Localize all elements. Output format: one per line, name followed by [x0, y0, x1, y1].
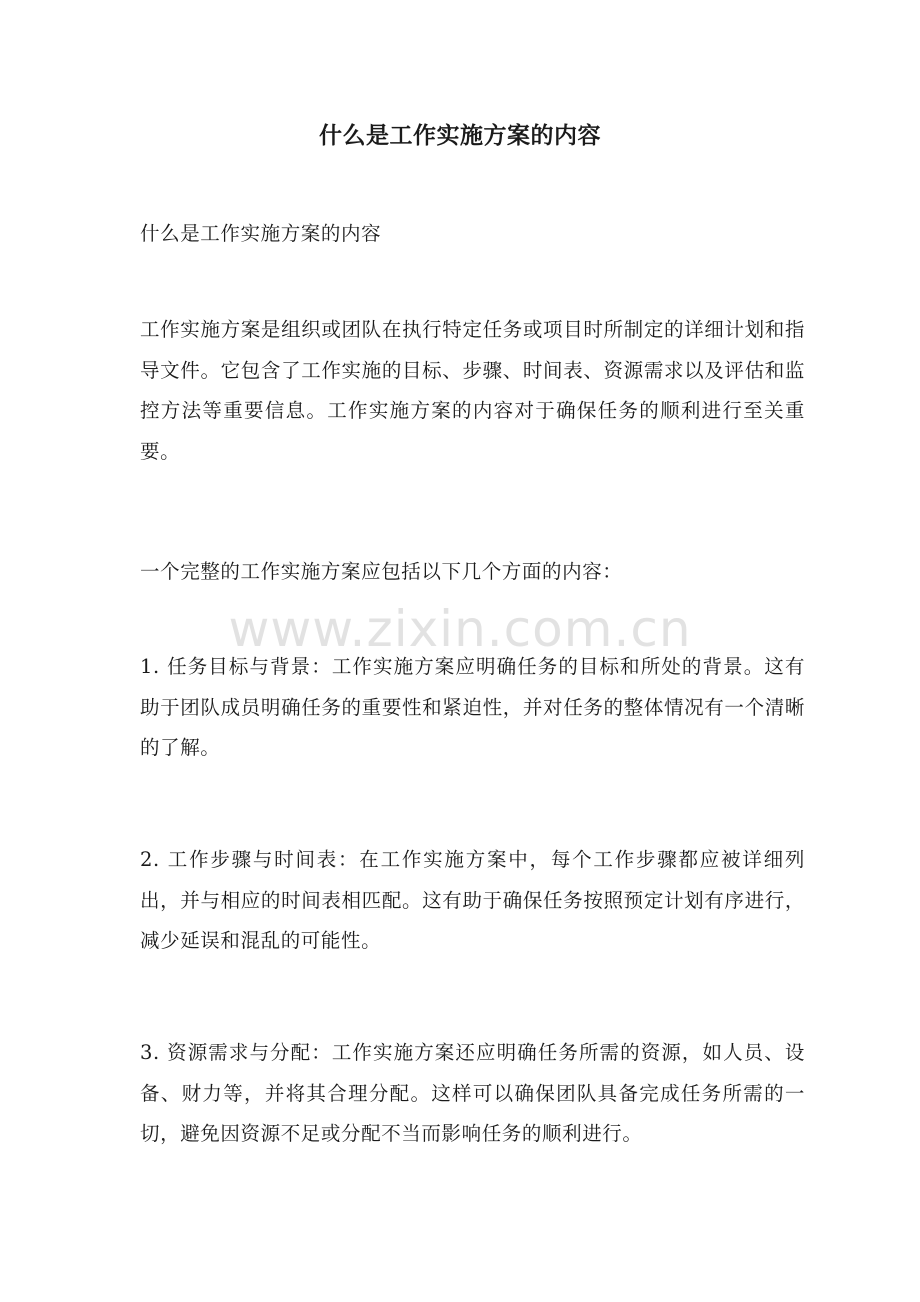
document-title: 什么是工作实施方案的内容 — [319, 122, 601, 149]
paragraph-item-3: 3. 资源需求与分配：工作实施方案还应明确任务所需的资源，如人员、设备、财力等，并将其合理分配。这样可以确保团队具备完成任务所需的一切，避免因资源不足或分配不当而影响任务的顺利进行。 — [140, 1041, 805, 1145]
paragraph-item-2: 2. 工作步骤与时间表：在工作实施方案中，每个工作步骤都应被详细列出，并与相应的时间表相匹配。这有助于确保任务按照预定计划有序进行，减少延误和混乱的可能性。 — [140, 848, 805, 952]
paragraph-overview: 一个完整的工作实施方案应包括以下几个方面的内容： — [140, 560, 623, 583]
document-subtitle: 什么是工作实施方案的内容 — [140, 222, 382, 245]
paragraph-item-1: 1. 任务目标与背景：工作实施方案应明确任务的目标和所处的背景。这有助于团队成员明确任务的重要性和紧迫性，并对任务的整体情况有一个清晰的了解。 — [140, 655, 805, 759]
watermark-text: www.zixin.com.cn — [228, 600, 692, 658]
paragraph-intro: 工作实施方案是组织或团队在执行特定任务或项目时所制定的详细计划和指导文件。它包含了工作实施的目标、步骤、时间表、资源需求以及评估和监控方法等重要信息。工作实施方案的内容对于确保任务的顺利进行至关重要。 — [140, 318, 805, 463]
